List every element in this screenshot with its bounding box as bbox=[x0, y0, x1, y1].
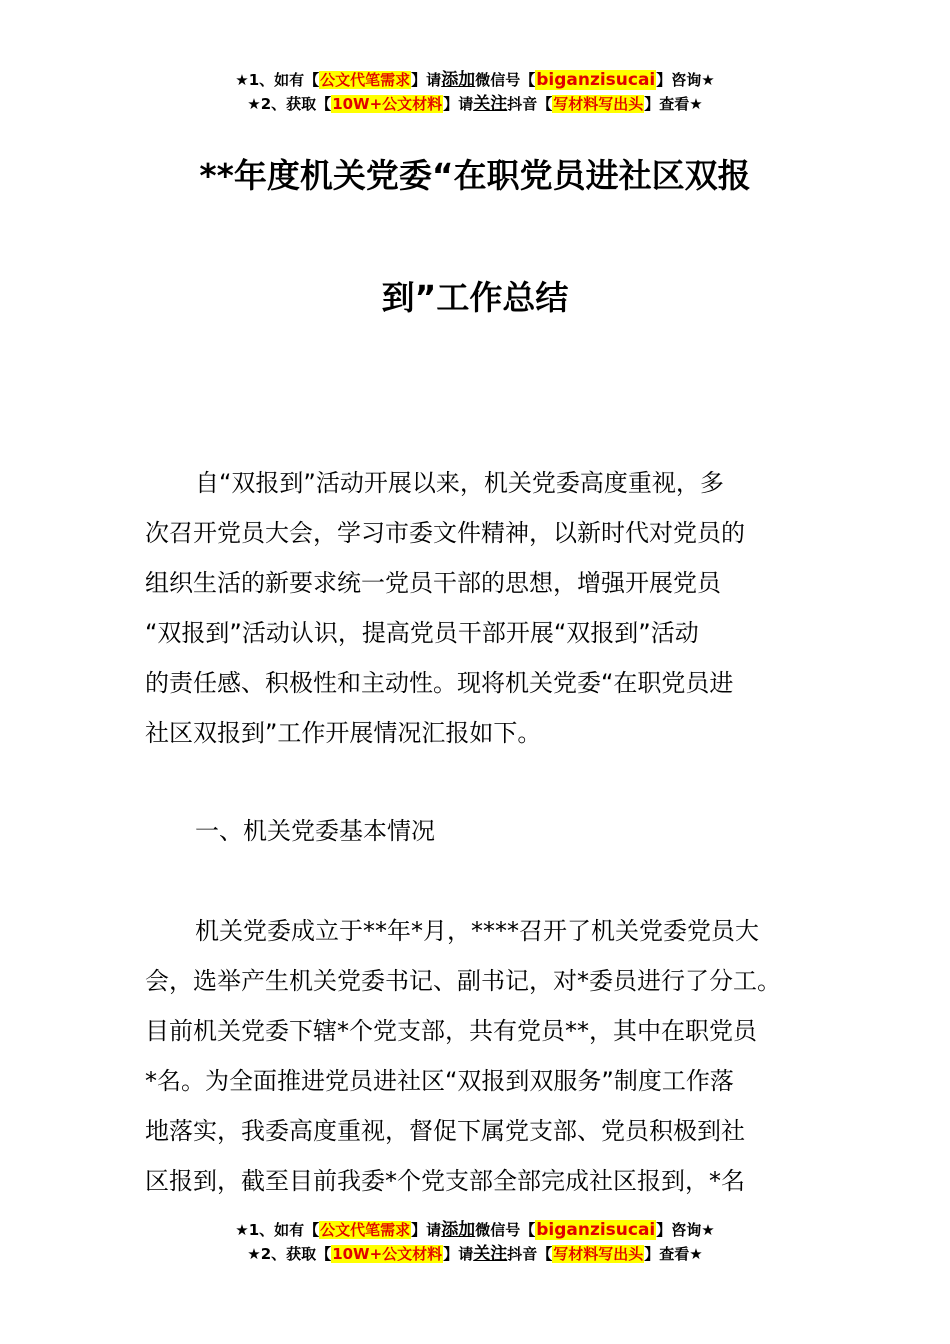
text-line: 次召开党员大会，学习市委文件精神，以新时代对党员的 bbox=[145, 519, 745, 547]
banner-line-1: ★1、如有【公文代笔需求】请添加微信号【biganzisucai】咨询★ bbox=[235, 1220, 715, 1240]
text-line: 社区双报到”工作开展情况汇报如下。 bbox=[145, 719, 542, 747]
banner-line-1: ★1、如有【公文代笔需求】请添加微信号【biganzisucai】咨询★ bbox=[235, 70, 715, 90]
footer-banner bbox=[0, 1218, 950, 1266]
text-line: 区报到，截至目前我委*个党支部全部完成社区报到，*名 bbox=[145, 1167, 745, 1195]
section-heading-1: 一、机关党委基本情况 bbox=[195, 817, 435, 845]
text-line: 目前机关党委下辖*个党支部，共有党员**，其中在职党员 bbox=[145, 1017, 757, 1045]
text-line: “双报到”活动认识，提高党员干部开展“双报到”活动 bbox=[145, 619, 699, 647]
text-line: 组织生活的新要求统一党员干部的思想，增强开展党员 bbox=[145, 569, 721, 597]
text-line: *名。为全面推进党员进社区“双报到双服务”制度工作落 bbox=[145, 1067, 734, 1095]
header-banner bbox=[0, 68, 950, 116]
text-line: 会，选举产生机关党委书记、副书记，对*委员进行了分工。 bbox=[145, 967, 781, 995]
text-line: 地落实，我委高度重视，督促下属党支部、党员积极到社 bbox=[145, 1117, 745, 1145]
text-line: 机关党委成立于**年*月，****召开了机关党委党员大 bbox=[195, 917, 759, 945]
text-line: 自“双报到”活动开展以来，机关党委高度重视，多 bbox=[195, 469, 724, 497]
banner-line-2: ★2、获取【10W+公文材料】请关注抖音【写材料写出头】查看★ bbox=[247, 1244, 703, 1264]
paragraph-intro bbox=[145, 458, 810, 758]
text-line: 的责任感、积极性和主动性。现将机关党委“在职党员进 bbox=[145, 669, 734, 697]
banner-line-2: ★2、获取【10W+公文材料】请关注抖音【写材料写出头】查看★ bbox=[247, 94, 703, 114]
paragraph-basic-info bbox=[145, 906, 810, 1206]
doc-title-line-2: 到”工作总结 bbox=[381, 278, 569, 317]
doc-title-line-1: **年度机关党委“在职党员进社区双报 bbox=[199, 156, 751, 195]
